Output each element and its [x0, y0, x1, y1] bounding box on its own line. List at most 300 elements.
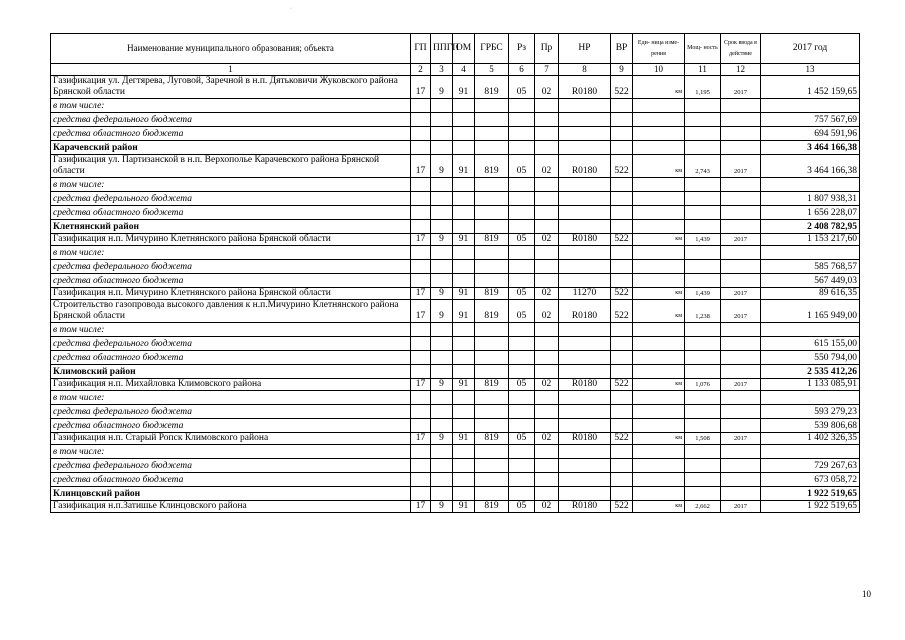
cell-gp	[411, 445, 431, 459]
cell-grbs: 819	[475, 234, 509, 246]
cell-np	[559, 192, 611, 206]
cell-pr	[535, 192, 559, 206]
cell-ppgp	[431, 365, 453, 379]
object-name: Газификация н.п. Старый Ропск Климовского района	[51, 433, 411, 445]
cell-pr: 02	[535, 76, 559, 99]
col-number: 2	[411, 64, 431, 76]
cell-unit	[633, 220, 685, 234]
header-grbs: ГРБС	[475, 34, 509, 64]
cell-grbs	[475, 260, 509, 274]
cell-power	[685, 459, 721, 473]
cell-grbs: 819	[475, 288, 509, 300]
cell-sum-2017: 1 402 326,35	[761, 433, 860, 445]
cell-vr: 522	[611, 288, 633, 300]
header-name: Наименование муниципального образования; объекта	[51, 34, 411, 64]
cell-pr	[535, 260, 559, 274]
cell-vr: 522	[611, 300, 633, 323]
cell-term: 2017	[721, 234, 761, 246]
cell-power	[685, 351, 721, 365]
cell-grbs	[475, 127, 509, 141]
cell-om	[453, 351, 475, 365]
cell-rz: 05	[509, 501, 535, 513]
col-number: 1	[51, 64, 411, 76]
cell-sum-2017: 1 922 519,65	[761, 487, 860, 501]
cell-term: 2017	[721, 155, 761, 178]
cell-vr: 522	[611, 433, 633, 445]
cell-term	[721, 220, 761, 234]
cell-grbs	[475, 487, 509, 501]
cell-pr	[535, 405, 559, 419]
cell-np	[559, 419, 611, 433]
object-name: Газификация н.п.Затишье Клинцовского района	[51, 501, 411, 513]
cell-rz: 05	[509, 300, 535, 323]
cell-power	[685, 192, 721, 206]
object-name: Газификация ул. Дегтярева, Луговой, Заречной в н.п. Дятьковичи Жуковского района Брянской области	[51, 76, 411, 99]
cell-unit	[633, 113, 685, 127]
district-row	[51, 220, 860, 234]
cell-rz: 05	[509, 379, 535, 391]
cell-gp	[411, 192, 431, 206]
cell-pr	[535, 337, 559, 351]
cell-unit	[633, 487, 685, 501]
funding-row	[51, 260, 860, 274]
cell-power: 1,508	[685, 433, 721, 445]
cell-ppgp	[431, 445, 453, 459]
funding-label: в том числе:	[51, 323, 411, 337]
cell-term: 2017	[721, 288, 761, 300]
cell-ppgp	[431, 178, 453, 192]
cell-ppgp	[431, 246, 453, 260]
cell-om	[453, 365, 475, 379]
cell-np	[559, 405, 611, 419]
col-number: 4	[453, 64, 475, 76]
cell-gp: 17	[411, 155, 431, 178]
cell-om: 91	[453, 379, 475, 391]
cell-vr	[611, 192, 633, 206]
cell-sum-2017: 1 165 949,00	[761, 300, 860, 323]
cell-gp: 17	[411, 234, 431, 246]
object-row	[51, 433, 860, 445]
cell-np	[559, 127, 611, 141]
cell-unit: км	[633, 234, 685, 246]
cell-unit	[633, 351, 685, 365]
cell-ppgp	[431, 323, 453, 337]
cell-term	[721, 365, 761, 379]
cell-om	[453, 127, 475, 141]
cell-power	[685, 260, 721, 274]
cell-gp	[411, 405, 431, 419]
col-number: 7	[535, 64, 559, 76]
cell-vr	[611, 323, 633, 337]
cell-grbs	[475, 141, 509, 155]
cell-grbs	[475, 192, 509, 206]
funding-row	[51, 419, 860, 433]
cell-ppgp: 9	[431, 379, 453, 391]
cell-power	[685, 274, 721, 288]
cell-unit	[633, 405, 685, 419]
header-row	[51, 34, 860, 64]
cell-pr	[535, 419, 559, 433]
cell-om	[453, 260, 475, 274]
cell-gp	[411, 487, 431, 501]
cell-rz: 05	[509, 433, 535, 445]
cell-ppgp	[431, 337, 453, 351]
cell-gp: 17	[411, 76, 431, 99]
cell-sum-2017: 1 153 217,60	[761, 234, 860, 246]
cell-om: 91	[453, 501, 475, 513]
funding-row	[51, 459, 860, 473]
funding-row	[51, 323, 860, 337]
cell-sum-2017: 615 155,00	[761, 337, 860, 351]
object-row	[51, 300, 860, 323]
cell-power	[685, 220, 721, 234]
header-om: ОМ	[453, 34, 475, 64]
cell-term	[721, 445, 761, 459]
cell-vr	[611, 127, 633, 141]
cell-rz	[509, 274, 535, 288]
col-number: 10	[633, 64, 685, 76]
cell-np: R0180	[559, 501, 611, 513]
col-number: 8	[559, 64, 611, 76]
cell-om	[453, 445, 475, 459]
cell-om: 91	[453, 288, 475, 300]
cell-ppgp	[431, 274, 453, 288]
cell-power	[685, 178, 721, 192]
cell-power	[685, 206, 721, 220]
column-number-row	[51, 64, 860, 76]
cell-vr	[611, 351, 633, 365]
cell-term	[721, 246, 761, 260]
table-body	[51, 76, 860, 513]
cell-rz	[509, 405, 535, 419]
cell-gp	[411, 391, 431, 405]
cell-unit	[633, 473, 685, 487]
cell-power	[685, 487, 721, 501]
cell-term	[721, 99, 761, 113]
cell-pr	[535, 141, 559, 155]
cell-sum-2017: 89 616,35	[761, 288, 860, 300]
header-vr: ВР	[611, 34, 633, 64]
cell-np	[559, 178, 611, 192]
cell-gp	[411, 99, 431, 113]
cell-grbs	[475, 274, 509, 288]
cell-np: 11270	[559, 288, 611, 300]
cell-gp	[411, 419, 431, 433]
cell-grbs	[475, 473, 509, 487]
cell-grbs: 819	[475, 433, 509, 445]
object-name: Строительство газопровода высокого давления к н.п.Мичурино Клетнянского района Брянской области	[51, 300, 411, 323]
cell-sum-2017: 1 807 938,31	[761, 192, 860, 206]
cell-ppgp	[431, 113, 453, 127]
header-gp: ГП	[411, 34, 431, 64]
cell-np	[559, 246, 611, 260]
cell-gp	[411, 274, 431, 288]
funding-row	[51, 206, 860, 220]
cell-power	[685, 419, 721, 433]
cell-sum-2017: 729 267,63	[761, 459, 860, 473]
cell-gp	[411, 246, 431, 260]
cell-pr	[535, 178, 559, 192]
cell-vr	[611, 391, 633, 405]
cell-ppgp	[431, 419, 453, 433]
funding-row	[51, 405, 860, 419]
funding-label: средства областного бюджета	[51, 419, 411, 433]
funding-row	[51, 274, 860, 288]
cell-unit: км	[633, 379, 685, 391]
cell-pr: 02	[535, 433, 559, 445]
funding-label: средства областного бюджета	[51, 127, 411, 141]
cell-ppgp	[431, 99, 453, 113]
cell-om: 91	[453, 155, 475, 178]
cell-vr	[611, 419, 633, 433]
funding-label: в том числе:	[51, 445, 411, 459]
cell-unit	[633, 99, 685, 113]
cell-power: 1,195	[685, 76, 721, 99]
cell-ppgp	[431, 127, 453, 141]
cell-rz: 05	[509, 288, 535, 300]
cell-term	[721, 323, 761, 337]
cell-sum-2017: 585 768,57	[761, 260, 860, 274]
cell-ppgp	[431, 206, 453, 220]
cell-rz	[509, 220, 535, 234]
cell-rz	[509, 445, 535, 459]
cell-vr	[611, 99, 633, 113]
cell-pr	[535, 365, 559, 379]
cell-sum-2017	[761, 99, 860, 113]
cell-gp	[411, 323, 431, 337]
cell-unit	[633, 323, 685, 337]
funding-label: средства федерального бюджета	[51, 192, 411, 206]
cell-grbs: 819	[475, 155, 509, 178]
cell-sum-2017: 539 806,68	[761, 419, 860, 433]
cell-unit	[633, 260, 685, 274]
cell-unit	[633, 192, 685, 206]
cell-term	[721, 337, 761, 351]
cell-gp: 17	[411, 288, 431, 300]
cell-om	[453, 405, 475, 419]
cell-rz: 05	[509, 76, 535, 99]
cell-ppgp	[431, 405, 453, 419]
cell-grbs	[475, 391, 509, 405]
cell-unit	[633, 419, 685, 433]
cell-np	[559, 206, 611, 220]
cell-unit: км	[633, 155, 685, 178]
funding-label: средства областного бюджета	[51, 274, 411, 288]
cell-pr	[535, 127, 559, 141]
cell-grbs	[475, 419, 509, 433]
cell-gp	[411, 473, 431, 487]
funding-row	[51, 337, 860, 351]
cell-pr	[535, 246, 559, 260]
cell-vr: 522	[611, 501, 633, 513]
cell-unit	[633, 445, 685, 459]
cell-rz	[509, 246, 535, 260]
cell-term: 2017	[721, 76, 761, 99]
cell-ppgp: 9	[431, 433, 453, 445]
cell-rz	[509, 365, 535, 379]
cell-pr	[535, 487, 559, 501]
cell-om	[453, 246, 475, 260]
district-row	[51, 141, 860, 155]
cell-sum-2017: 593 279,23	[761, 405, 860, 419]
cell-sum-2017: 1 922 519,65	[761, 501, 860, 513]
cell-power	[685, 246, 721, 260]
cell-unit	[633, 391, 685, 405]
cell-om	[453, 473, 475, 487]
cell-grbs	[475, 220, 509, 234]
cell-power: 1,439	[685, 234, 721, 246]
cell-pr	[535, 473, 559, 487]
cell-om: 91	[453, 433, 475, 445]
cell-pr	[535, 351, 559, 365]
cell-gp	[411, 127, 431, 141]
cell-vr	[611, 487, 633, 501]
funding-label: средства федерального бюджета	[51, 405, 411, 419]
cell-term	[721, 127, 761, 141]
cell-pr: 02	[535, 379, 559, 391]
object-row	[51, 76, 860, 99]
funding-label: средства федерального бюджета	[51, 459, 411, 473]
cell-om	[453, 99, 475, 113]
cell-term	[721, 141, 761, 155]
col-number: 11	[685, 64, 721, 76]
cell-om	[453, 113, 475, 127]
page-number: 10	[862, 589, 871, 599]
funding-label: в том числе:	[51, 391, 411, 405]
cell-pr	[535, 99, 559, 113]
header-pr: Пр	[535, 34, 559, 64]
funding-label: средства областного бюджета	[51, 473, 411, 487]
cell-gp	[411, 113, 431, 127]
cell-gp	[411, 365, 431, 379]
cell-om	[453, 323, 475, 337]
cell-term	[721, 206, 761, 220]
cell-ppgp: 9	[431, 501, 453, 513]
funding-row	[51, 178, 860, 192]
funding-row	[51, 391, 860, 405]
cell-grbs	[475, 99, 509, 113]
cell-rz	[509, 178, 535, 192]
header-year: 2017 год	[761, 34, 860, 64]
cell-vr	[611, 365, 633, 379]
cell-power	[685, 405, 721, 419]
cell-gp	[411, 141, 431, 155]
cell-sum-2017	[761, 323, 860, 337]
funding-label: средства федерального бюджета	[51, 260, 411, 274]
funding-row	[51, 192, 860, 206]
cell-unit	[633, 206, 685, 220]
cell-power	[685, 473, 721, 487]
cell-np: R0180	[559, 300, 611, 323]
cell-vr	[611, 220, 633, 234]
cell-term	[721, 419, 761, 433]
funding-row	[51, 127, 860, 141]
col-number: 9	[611, 64, 633, 76]
cell-unit	[633, 141, 685, 155]
cell-sum-2017: 694 591,96	[761, 127, 860, 141]
cell-vr	[611, 274, 633, 288]
cell-term	[721, 473, 761, 487]
cell-grbs	[475, 337, 509, 351]
cell-term	[721, 459, 761, 473]
col-number: 6	[509, 64, 535, 76]
col-number: 5	[475, 64, 509, 76]
cell-pr	[535, 113, 559, 127]
cell-term: 2017	[721, 300, 761, 323]
cell-vr	[611, 206, 633, 220]
cell-ppgp	[431, 220, 453, 234]
cell-grbs	[475, 445, 509, 459]
cell-power: 1,439	[685, 288, 721, 300]
cell-unit: км	[633, 288, 685, 300]
cell-om: 91	[453, 76, 475, 99]
cell-sum-2017: 757 567,69	[761, 113, 860, 127]
cell-ppgp: 9	[431, 288, 453, 300]
district-name: Клетнянский район	[51, 220, 411, 234]
col-number: 13	[761, 64, 860, 76]
cell-vr	[611, 113, 633, 127]
cell-unit: км	[633, 433, 685, 445]
cell-unit: км	[633, 300, 685, 323]
cell-vr	[611, 178, 633, 192]
cell-term: 2017	[721, 433, 761, 445]
cell-sum-2017	[761, 246, 860, 260]
funding-label: средства федерального бюджета	[51, 113, 411, 127]
cell-rz	[509, 351, 535, 365]
cell-rz	[509, 127, 535, 141]
object-row	[51, 288, 860, 300]
cell-unit	[633, 365, 685, 379]
cell-om	[453, 178, 475, 192]
cell-om	[453, 141, 475, 155]
cell-np	[559, 337, 611, 351]
cell-vr: 522	[611, 234, 633, 246]
cell-pr	[535, 445, 559, 459]
cell-ppgp	[431, 487, 453, 501]
object-name: Газификация н.п. Мичурино Клетнянского района Брянской области	[51, 234, 411, 246]
cell-ppgp	[431, 391, 453, 405]
funding-label: в том числе:	[51, 178, 411, 192]
cell-np: R0180	[559, 234, 611, 246]
cell-gp: 17	[411, 300, 431, 323]
cell-om	[453, 220, 475, 234]
cell-pr	[535, 206, 559, 220]
cell-gp	[411, 351, 431, 365]
cell-ppgp: 9	[431, 234, 453, 246]
cell-pr: 02	[535, 288, 559, 300]
funding-label: средства федерального бюджета	[51, 337, 411, 351]
cell-rz	[509, 459, 535, 473]
cell-grbs	[475, 206, 509, 220]
cell-ppgp	[431, 473, 453, 487]
cell-om	[453, 459, 475, 473]
cell-rz	[509, 260, 535, 274]
cell-power	[685, 141, 721, 155]
object-row	[51, 379, 860, 391]
cell-sum-2017: 3 464 166,38	[761, 141, 860, 155]
cell-rz	[509, 473, 535, 487]
cell-sum-2017: 3 464 166,38	[761, 155, 860, 178]
cell-np	[559, 113, 611, 127]
cell-sum-2017: 2 408 782,95	[761, 220, 860, 234]
district-name: Карачевский район	[51, 141, 411, 155]
cell-power	[685, 365, 721, 379]
col-number: 12	[721, 64, 761, 76]
cell-np	[559, 323, 611, 337]
cell-pr: 02	[535, 300, 559, 323]
cell-rz	[509, 337, 535, 351]
cell-power	[685, 323, 721, 337]
